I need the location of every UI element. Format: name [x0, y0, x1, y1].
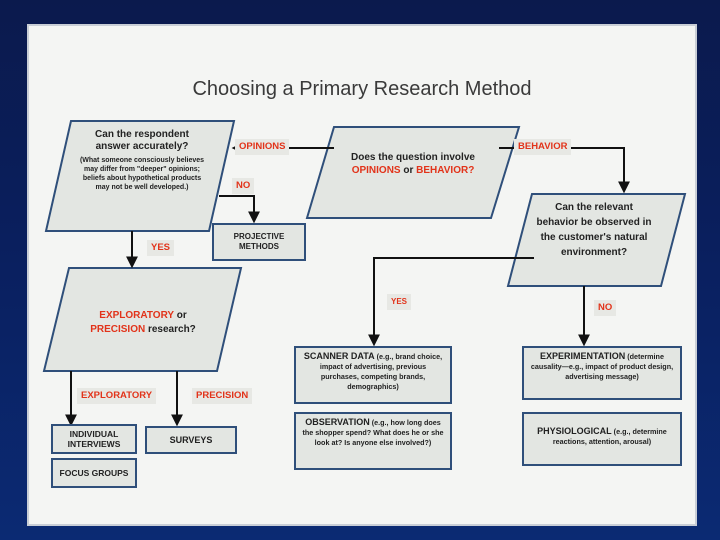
box-observation-detail: (e.g., how long does the shopper spend? What does he or she look at? Is anyone else involved?): [302, 418, 444, 447]
box-focus-groups: FOCUS GROUPS: [51, 458, 137, 488]
box-experimentation-heading: EXPERIMENTATION: [540, 351, 626, 361]
box-individual-interviews: INDIVIDUAL INTERVIEWS: [51, 424, 137, 454]
box-scanner-heading: SCANNER DATA: [303, 351, 375, 361]
box-scanner-detail: (e.g., brand choice, impact of advertising, previous purchases, competing brands, demographics): [319, 352, 443, 391]
decision-exploratory-rest: research?: [145, 324, 196, 335]
decision-observed: Can the relevant behavior be observed in the customer's natural environment?: [536, 202, 652, 258]
box-physiological-heading: PHYSIOLOGICAL: [537, 426, 612, 436]
edge-label-no-right: NO: [594, 300, 616, 316]
decision-behavior-word: BEHAVIOR?: [416, 165, 475, 176]
decision-accurate-heading: Can the respondent answer accurately?: [95, 129, 189, 152]
box-observation: [294, 412, 452, 470]
decision-exploratory: [84, 309, 202, 337]
box-experimentation: [522, 346, 682, 400]
slide: [27, 24, 697, 526]
box-surveys: SURVEYS: [145, 426, 237, 454]
edge-label-opinions: OPINIONS: [235, 139, 289, 155]
arrow-no-projective: [219, 196, 254, 221]
edge-label-yes-left: YES: [147, 240, 174, 256]
decision-opinions-or: or: [400, 165, 417, 176]
box-experimentation-detail: (determine causality—e.g., impact of product design, advertising message): [530, 352, 674, 381]
decision-exploratory-word: EXPLORATORY: [99, 310, 174, 321]
decision-accurate: [77, 129, 207, 192]
edge-label-yes-right: YES: [387, 294, 411, 310]
decision-opinions: [347, 151, 479, 177]
edge-label-precision: PRECISION: [192, 388, 252, 404]
decision-opinions-word: OPINIONS: [351, 165, 401, 176]
box-physiological: [522, 412, 682, 466]
decision-precision-word: PRECISION: [90, 324, 146, 335]
box-observation-heading: OBSERVATION: [305, 417, 370, 427]
decision-exploratory-or: or: [173, 310, 187, 321]
box-scanner-data: [294, 346, 452, 404]
edge-label-no-left: NO: [232, 178, 254, 194]
decision-accurate-note: (What someone consciously believes may differ from "deeper" opinions; beliefs about hypothetical products may not be well developed.): [79, 157, 205, 191]
box-physiological-detail: (e.g., determine reactions, attention, arousal): [552, 427, 667, 446]
box-projective-methods: PROJECTIVE METHODS: [212, 223, 306, 261]
decision-opinions-text: Does the question involve: [351, 152, 475, 163]
edge-label-behavior: BEHAVIOR: [514, 139, 571, 155]
edge-label-exploratory: EXPLORATORY: [77, 388, 156, 404]
page-title: Choosing a Primary Research Method: [192, 78, 532, 100]
